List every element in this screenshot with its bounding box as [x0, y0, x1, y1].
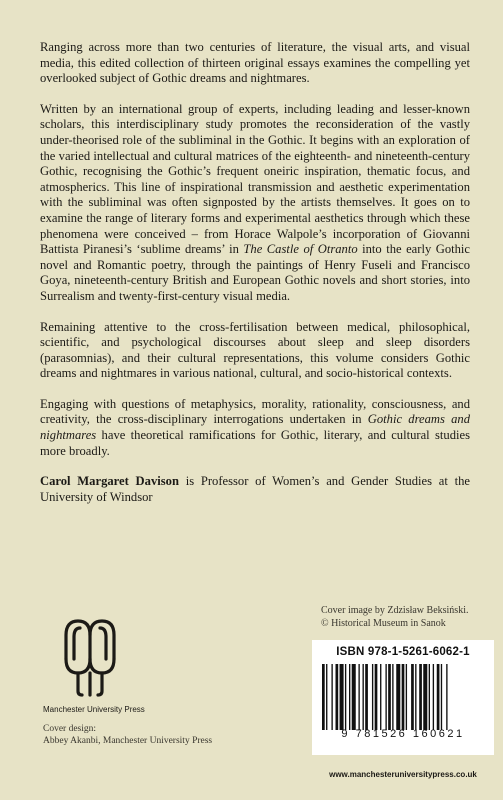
- blurb-paragraph-4-part-b: have theoretical ramifications for Gothic, literary, and cultural studies more broadly.: [40, 428, 470, 458]
- author-bio: [40, 474, 470, 505]
- cover-design-name: Abbey Akanbi, Manchester University Press: [43, 736, 213, 746]
- publisher-logo-icon: [60, 615, 120, 697]
- blurb: [40, 40, 470, 520]
- barcode-icon: [320, 664, 488, 730]
- publisher-name: Manchester University Press: [43, 705, 145, 714]
- cover-design-label: Cover design:: [43, 724, 97, 734]
- blurb-paragraph-2-part-a: Written by an international group of experts, including leading and lesser-known scholars, this interdisciplinary study promotes the reconsideration of the vastly under-theorised role of the subliminal in the Gothic. It begins with an exploration of the varied intellectual and cultural matrices of the eighteenth- and nineteenth-century Gothic, recognising the Gothic’s frequent oneiric inspiration, thematic focus, and atmospherics. This line of inspirational transmission and aesthetic experimentation with the subliminal was often signposted by the artists themselves. It goes on to examine the range of literary forms and experimental aesthetics through which these phenomena were conceived – from Horace Walpole’s incorporation of Giovanni Battista Piranesi’s ‘sublime dreams’ in: [40, 101, 470, 257]
- blurb-paragraph-2: [40, 102, 470, 305]
- book-title-otranto: The Castle of Otranto: [243, 242, 358, 257]
- publisher-block: [43, 615, 213, 765]
- blurb-paragraph-4-part-a: Engaging with questions of metaphysics, morality, rationality, consciousness, and creativity, the cross-disciplinary interrogations undertaken in: [40, 396, 470, 427]
- blurb-paragraph-4: [40, 397, 470, 459]
- barcode-digits: 9 781526 160621: [341, 728, 465, 740]
- blurb-paragraph-1: Ranging across more than two centuries of literature, the visual arts, and visual media, this edited collection of thirteen original essays examines the compelling yet overlooked subject of Gothic dreams and nightmares.: [40, 40, 470, 86]
- cover-image-credit-line-1: Cover image by Zdzisław Beksiński.: [321, 605, 469, 616]
- isbn-barcode: [312, 640, 494, 755]
- cover-image-credit: [321, 604, 491, 630]
- book-title-gothic-dreams: Gothic dreams and nightmares: [40, 412, 470, 443]
- cover-design-credit: [43, 723, 212, 747]
- author-bio-text: is Professor of Women’s and Gender Studies at the University of Windsor: [40, 474, 470, 504]
- blurb-paragraph-3: Remaining attentive to the cross-fertilisation between medical, philosophical, scientific, and psychological discourses about sleep and sleep disorders (parasomnias), and their cultural representations, this volume considers Gothic dreams and nightmares in various national, cultural, and socio-historical contexts.: [40, 319, 470, 381]
- publisher-website: www.manchesteruniversitypress.co.uk: [329, 770, 477, 779]
- cover-image-credit-line-2: © Historical Museum in Sanok: [321, 618, 446, 629]
- isbn-label: ISBN 978-1-5261-6062-1: [336, 646, 470, 658]
- author-name: Carol Margaret Davison: [40, 474, 179, 489]
- blurb-paragraph-2-part-b: into the early Gothic novel and Romantic poetry, through the paintings of Henry Fuseli and Francisco Goya, nineteenth-century British and European Gothic novels and short stories, into Surrealism and twenty-first-century visual media.: [40, 242, 471, 303]
